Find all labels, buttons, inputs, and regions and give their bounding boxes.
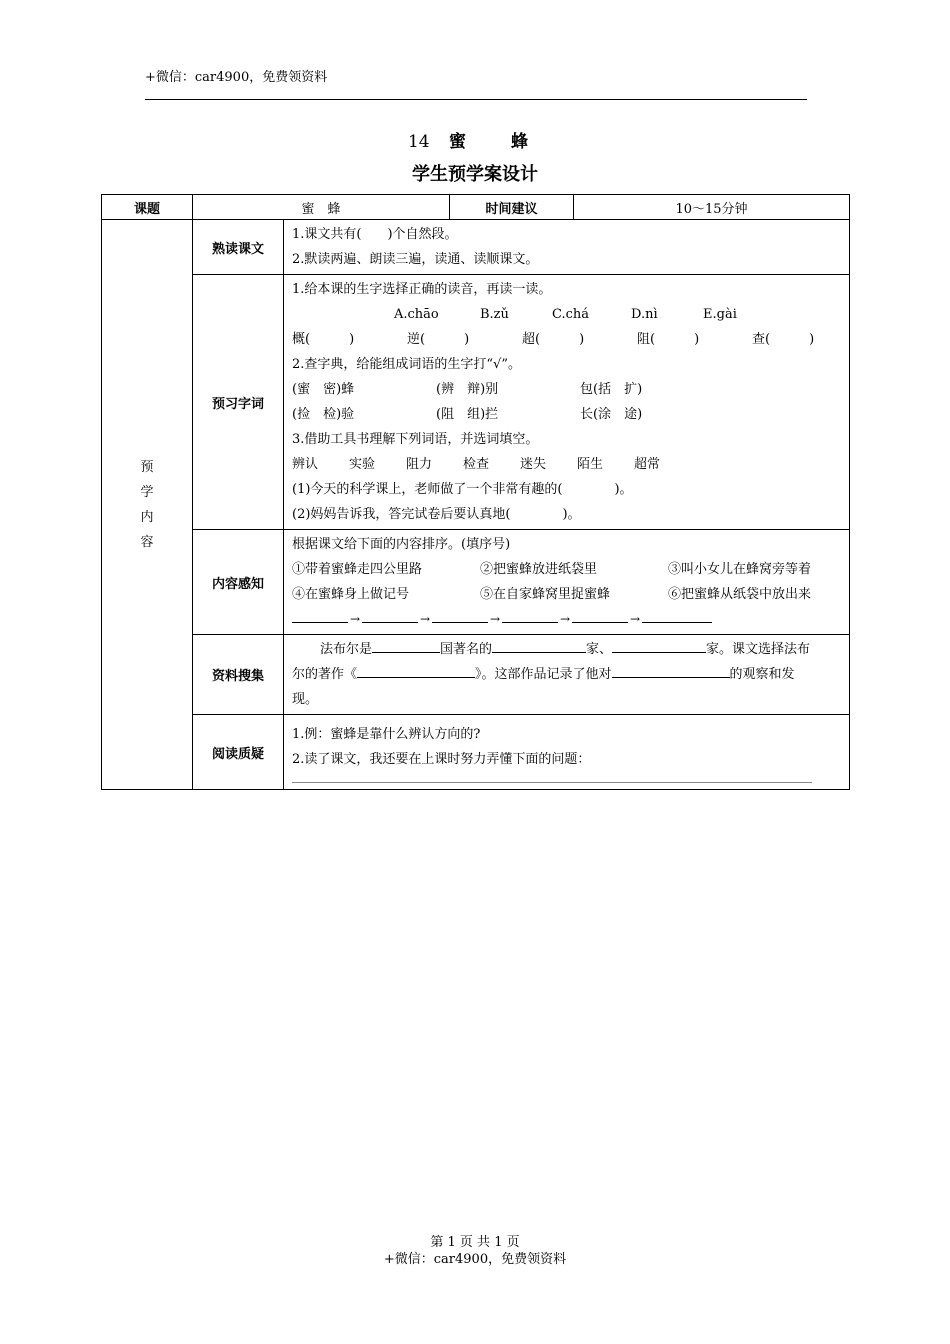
arrow: → <box>629 612 641 626</box>
time-value: 10～15分钟 <box>574 195 850 220</box>
words-q3: 3.借助工具书理解下列词语，并选词填空。 <box>292 432 539 447</box>
info-line: 现。 <box>292 692 319 707</box>
option: E.gài <box>703 307 737 322</box>
info-line: 尔的著作《 》。这部作品记录了他对 的观察和发 <box>292 662 841 687</box>
preview-table <box>101 194 850 790</box>
read-content <box>284 220 850 275</box>
order-blank[interactable] <box>362 607 418 623</box>
lesson-name: 蜜 蜂 <box>449 132 543 152</box>
words-q2: 2.查字典，给能组成词语的生字打“√”。 <box>292 357 521 372</box>
vocab-word: 阻力 <box>406 457 433 472</box>
fill-sentence: (1)今天的科学课上，老师做了一个非常有趣的( )。 <box>292 482 633 497</box>
pairs-row <box>292 402 841 427</box>
side-label-cell <box>102 220 193 790</box>
order-blank[interactable] <box>292 607 348 623</box>
question-line: 1.例：蜜蜂是靠什么辨认方向的? <box>292 726 481 742</box>
vocab-word: 检查 <box>463 457 490 472</box>
vocab-word: 迷失 <box>520 457 547 472</box>
event-item: ③叫小女儿在蜂窝旁等着 <box>668 562 812 577</box>
event-item: ①带着蜜蜂走四公里路 <box>292 562 423 577</box>
info-content <box>284 635 850 715</box>
event-item: ②把蜜蜂放进纸袋里 <box>480 562 598 577</box>
event-item: ⑥把蜜蜂从纸袋中放出来 <box>668 587 812 602</box>
page-number: 第 1 页 共 1 页 <box>430 1235 520 1250</box>
words-q1: 1.给本课的生字选择正确的读音，再读一读。 <box>292 282 552 297</box>
char-blank: 查( ) <box>752 332 815 347</box>
arrow: → <box>349 612 361 626</box>
arrow: → <box>419 612 431 626</box>
pair: 长(涂 途) <box>580 407 643 422</box>
pair: (蜜 密)蜂 <box>292 382 355 397</box>
fill-blank[interactable] <box>612 662 730 678</box>
content-label: 内容感知 <box>193 530 284 635</box>
pair: (阻 组)拦 <box>436 407 499 422</box>
char-blank: 超( ) <box>522 332 585 347</box>
header-note: +微信：car4900，免费领资料 <box>145 70 328 85</box>
event-item: ⑤在自家蜂窝里捉蜜蜂 <box>480 587 611 602</box>
option: A.chāo <box>394 307 439 322</box>
topic-value: 蜜 蜂 <box>193 195 450 220</box>
lesson-number: 14 <box>407 132 430 152</box>
pair: (辨 辩)别 <box>436 382 499 397</box>
vocab-list <box>292 452 841 477</box>
pair: (捡 检)验 <box>292 407 355 422</box>
content-content <box>284 530 850 635</box>
char-blank: 逆( ) <box>407 332 470 347</box>
arrow: → <box>489 612 501 626</box>
fill-sentence: (2)妈妈告诉我，答完试卷后要认真地( )。 <box>292 507 581 522</box>
pinyin-options <box>292 302 841 327</box>
lesson-title <box>0 127 950 152</box>
option: C.chá <box>552 307 590 322</box>
question-label: 阅读质疑 <box>193 715 284 790</box>
read-line: 2.默读两遍、朗读三遍，读通、读顺课文。 <box>292 252 539 267</box>
fill-blank[interactable] <box>492 637 586 653</box>
fill-blank[interactable] <box>357 662 475 678</box>
question-line: 2.读了课文，我还要在上课时努力弄懂下面的问题： <box>292 751 591 767</box>
order-blanks <box>292 607 841 632</box>
question-content <box>284 715 850 790</box>
content-intro: 根据课文给下面的内容排序。(填序号) <box>292 537 511 552</box>
option: B.zǔ <box>480 307 509 322</box>
side-label: 预 学 内 容 <box>140 459 154 550</box>
info-line: 法布尔是 国著名的 家、 家。课文选择法布 <box>292 637 841 662</box>
char-blanks <box>292 327 841 352</box>
read-line: 1.课文共有( )个自然段。 <box>292 227 458 242</box>
vocab-word: 陌生 <box>577 457 604 472</box>
order-blank[interactable] <box>502 607 558 623</box>
arrow: → <box>559 612 571 626</box>
option: D.nì <box>631 307 658 322</box>
words-label: 预习字词 <box>193 275 284 530</box>
footer-note: +微信：car4900，免费领资料 <box>383 1252 567 1267</box>
order-blank[interactable] <box>432 607 488 623</box>
char-blank: 阻( ) <box>637 332 700 347</box>
order-blank[interactable] <box>642 607 712 623</box>
pairs-row <box>292 377 841 402</box>
pair: 包(括 扩) <box>580 382 643 397</box>
fill-blank[interactable] <box>612 637 706 653</box>
vocab-word: 超常 <box>634 457 661 472</box>
event-row <box>292 582 841 607</box>
topic-label: 课题 <box>102 195 193 220</box>
vocab-word: 辨认 <box>292 457 319 472</box>
time-label: 时间建议 <box>450 195 574 220</box>
order-blank[interactable] <box>572 607 628 623</box>
char-blank: 概( ) <box>292 332 355 347</box>
vocab-word: 实验 <box>349 457 376 472</box>
read-label: 熟读课文 <box>193 220 284 275</box>
info-label: 资料搜集 <box>193 635 284 715</box>
words-content <box>284 275 850 530</box>
page-subtitle: 学生预学案设计 <box>412 164 538 185</box>
header-divider <box>145 99 807 100</box>
fill-blank[interactable] <box>372 637 440 653</box>
event-row <box>292 557 841 582</box>
answer-line[interactable] <box>292 772 812 783</box>
event-item: ④在蜜蜂身上做记号 <box>292 587 410 602</box>
